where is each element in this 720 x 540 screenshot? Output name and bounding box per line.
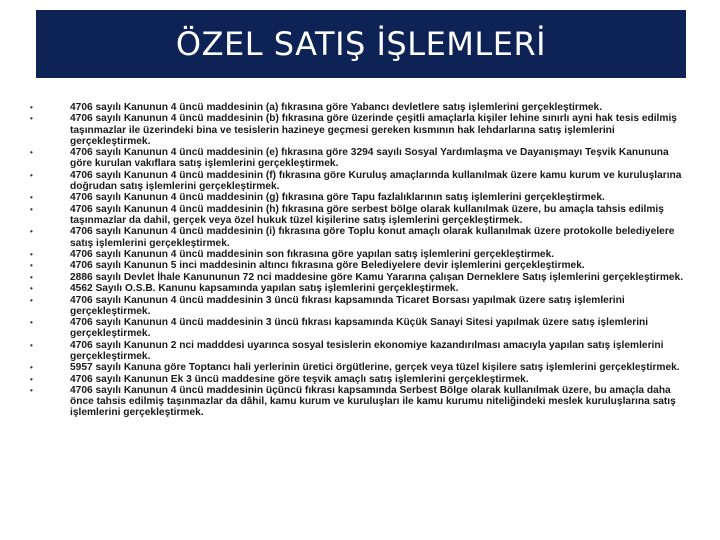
list-item-text: 4706 sayılı Kanunun 5 inci maddesinin altıncı fıkrasına göre Belediyelere devir işlemlerini gerçekleştirmek. xyxy=(70,260,585,272)
bullet-icon: • xyxy=(30,284,33,294)
list-item xyxy=(30,192,690,203)
list-item xyxy=(30,340,690,362)
bullet-icon: • xyxy=(30,103,33,112)
list-item xyxy=(30,272,690,283)
list-item-text: 4706 sayılı Kanunun Ek 3 üncü maddesine göre teşvik amaçlı satış işlemlerini gerçekleştirmek. xyxy=(70,373,529,385)
list-item-text: 5957 sayılı Kanuna göre Toptancı hali yerlerinin üretici örgütlerine, gerçek veya tüzel kişilere satış işlemlerini gerçekleştirmek. xyxy=(70,362,680,374)
list-item-text: 4706 sayılı Kanunun 4 üncü maddesinin (g) fıkrasına göre Tapu fazlalıklarının satış işlemlerini gerçekleştirmek. xyxy=(70,192,605,204)
bullet-icon: • xyxy=(30,363,33,373)
list-item-text: 4706 sayılı Kanunun 4 üncü maddesinin 3 üncü fıkrası kapsamında Ticaret Borsası yapılmak üzere satış işlemlerini gerçekleştirmek. xyxy=(70,294,625,317)
list-item-text: 4706 sayılı Kanunun 4 üncü maddesinin (a) fıkrasına göre Yabancı devletlere satış işlemlerini gerçekleştirmek. xyxy=(70,102,603,113)
bullet-icon: • xyxy=(30,193,33,203)
bullet-icon: • xyxy=(30,249,33,259)
list-item xyxy=(30,362,690,373)
bullet-icon: • xyxy=(30,170,33,180)
list-item-text: 4706 sayılı Kanunun 2 nci madddesi uyarınca sosyal tesislerin ekonomiye kazandırılması amacıyla yapılan satış işlemlerini gerçekleştirmek. xyxy=(70,339,664,362)
list-item xyxy=(30,249,690,260)
bullet-icon: • xyxy=(30,148,33,158)
page-title: ÖZEL SATIŞ İŞLEMLERİ xyxy=(175,25,547,63)
list-item xyxy=(30,374,690,385)
list-item xyxy=(30,113,690,147)
bullet-icon: • xyxy=(30,340,33,350)
bullet-icon: • xyxy=(30,295,33,305)
list-item-text: 2886 sayılı Devlet İhale Kanununun 72 nci maddesine göre Kamu Yararına çalışan Derneklere Satış işlemlerini gerçekleştirmek. xyxy=(70,271,684,283)
bullet-icon: • xyxy=(30,204,33,214)
bullet-icon: • xyxy=(30,318,33,328)
list-item-text: 4706 sayılı Kanunun 4 üncü maddesinin (e) fıkrasına göre 3294 sayılı Sosyal Yardımlaşma ve Dayanışmayı Teşvik Kanununa göre kurulan vakıflara satış işlemlerini gerçekleştirmek. xyxy=(70,147,669,170)
bullet-list xyxy=(30,102,690,419)
list-item xyxy=(30,102,690,113)
list-item xyxy=(30,283,690,294)
bullet-icon: • xyxy=(30,386,33,396)
list-item xyxy=(30,147,690,169)
list-item xyxy=(30,295,690,317)
list-item xyxy=(30,204,690,226)
bullet-icon: • xyxy=(30,227,33,237)
list-item xyxy=(30,385,690,419)
list-item-text: 4706 sayılı Kanunun 4 üncü maddesinin üçüncü fıkrası kapsamında Serbest Bölge olarak kullanılmak üzere, bu amaçla daha önce tahsis edilmiş taşınmazlar da dâhil, kamu kurum ve kuruluşları ile kamu kurumu niteliğindeki meslek kuruluşlarına satış işlemlerini gerçekleştirmek. xyxy=(70,385,676,419)
list-item-text: 4706 sayılı Kanunun 4 üncü maddesinin (i) fıkrasına göre Toplu konut amaçlı olarak kullanılmak üzere protokolle belediyelere satış işlemlerini gerçekleştirmek. xyxy=(70,226,675,249)
bullet-icon: • xyxy=(30,374,33,384)
list-item xyxy=(30,170,690,192)
list-item-text: 4706 sayılı Kanunun 4 üncü maddesinin (h) fıkrasına göre serbest bölge olarak kullanılmak üzere, bu amaçla tahsis edilmiş taşınmazlar da dahil, gerçek veya özel hukuk tüzel kişilerine satış işlemlerini gerçekleştirmek. xyxy=(70,203,664,226)
list-item xyxy=(30,260,690,271)
bullet-icon: • xyxy=(30,261,33,271)
list-item-text: 4706 sayılı Kanunun 4 üncü maddesinin son fıkrasına göre yapılan satış işlemlerini gerçekleştirmek. xyxy=(70,248,555,260)
list-item-text: 4706 sayılı Kanunun 4 üncü maddesinin 3 üncü fıkrası kapsamında Küçük Sanayi Sitesi yapılmak üzere satış işlemlerini gerçekleştirmek. xyxy=(70,317,649,340)
list-item xyxy=(30,317,690,339)
bullet-icon: • xyxy=(30,272,33,282)
bullet-icon: • xyxy=(30,114,33,124)
list-item-text: 4706 sayılı Kanunun 4 üncü maddesinin (b) fıkrasına göre üzerinde çeşitli amaçlarla kişiler lehine sınırlı ayni hak tesis edilmiş taşınmazlar ile üzerindeki bina ve tesislerin hazineye geçmesi gereken kısmının hak lehdarlarına satış işlemlerini gerçekleştirmek. xyxy=(70,113,677,147)
list-item-text: 4562 Sayılı O.S.B. Kanunu kapsamında yapılan satış işlemlerini gerçekleştirmek. xyxy=(70,283,459,295)
list-item-text: 4706 sayılı Kanunun 4 üncü maddesinin (f) fıkrasına göre Kuruluş amaçlarında kullanılmak üzere kamu kurum ve kuruluşlarına doğrudan satış işlemlerini gerçekleştirmek. xyxy=(70,169,682,192)
list-item xyxy=(30,226,690,248)
title-banner xyxy=(36,10,686,78)
